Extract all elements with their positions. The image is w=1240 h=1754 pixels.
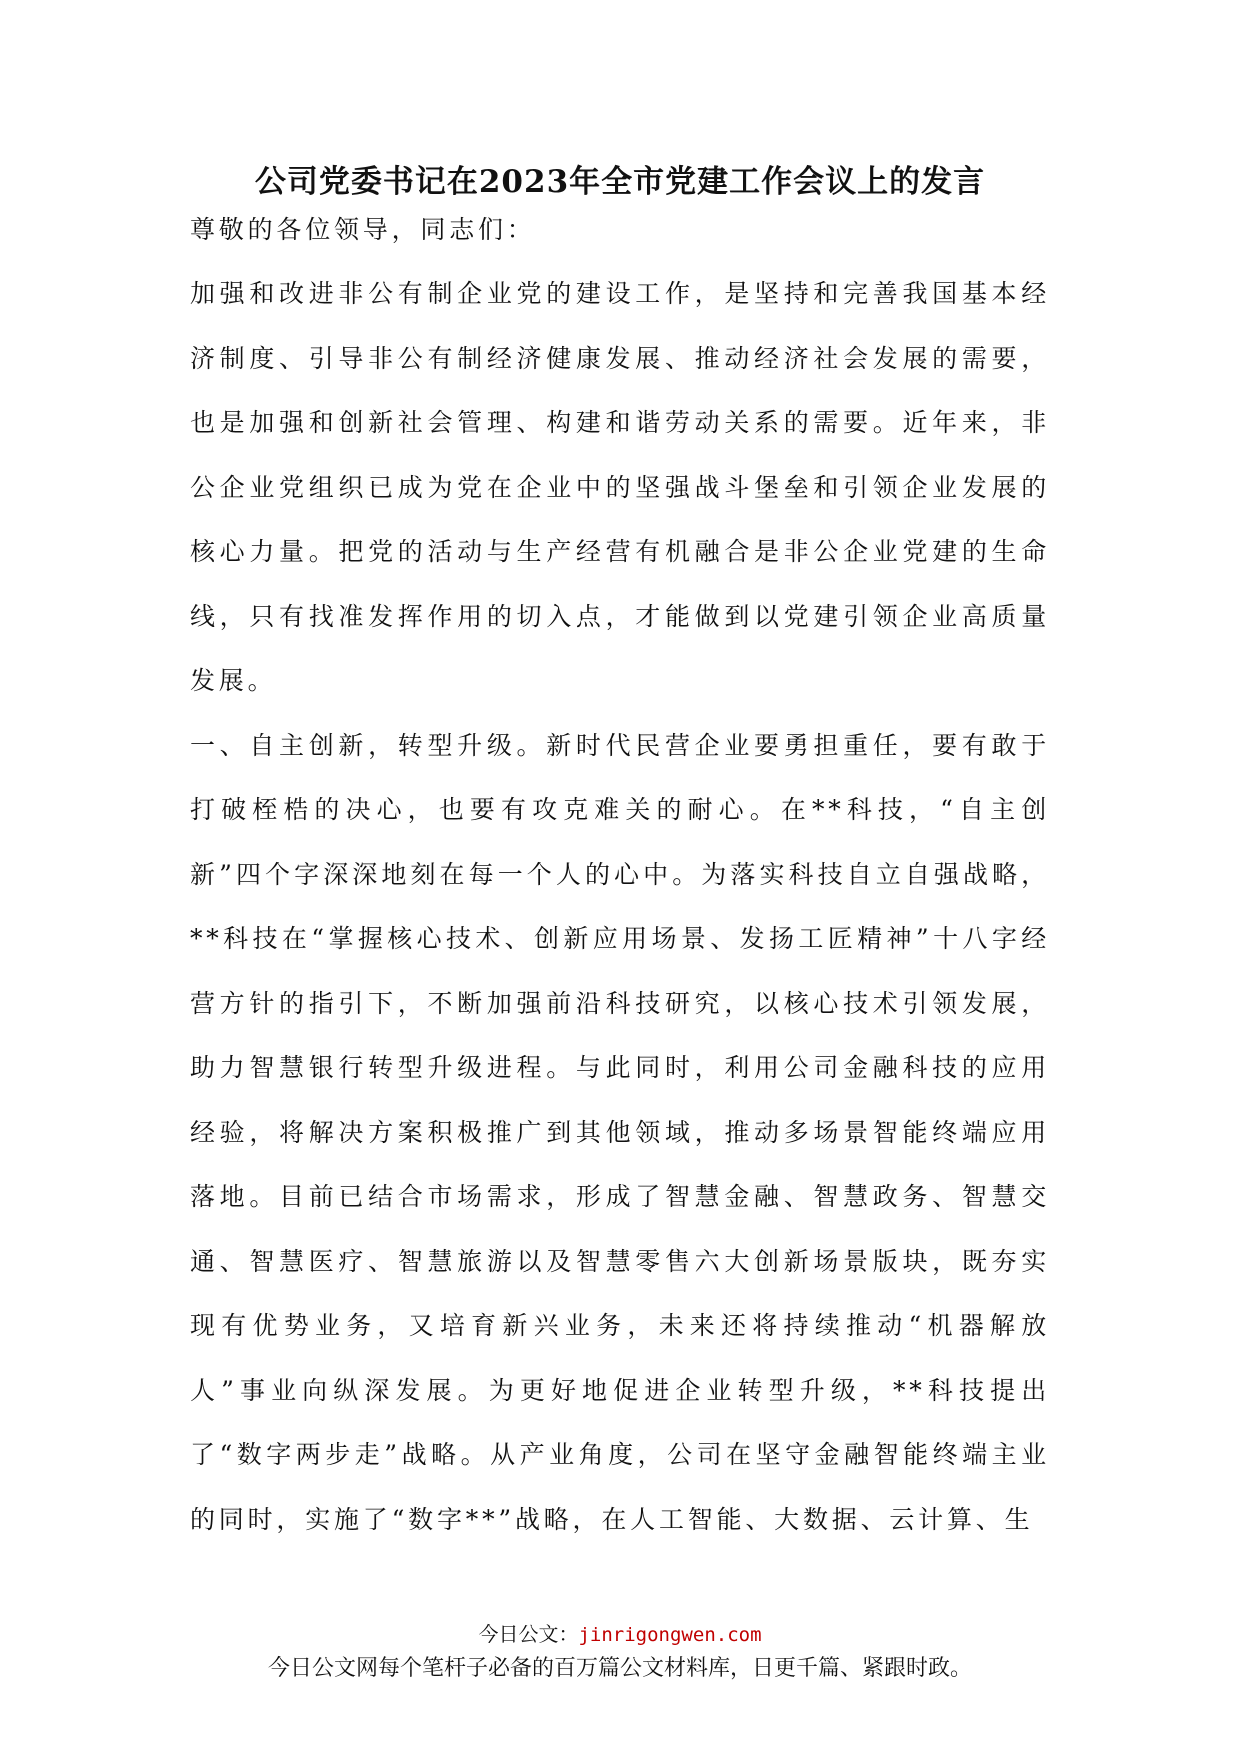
document-title: 公司党委书记在2023年全市党建工作会议上的发言	[254, 164, 986, 200]
paragraph-intro: 加强和改进非公有制企业党的建设工作，是坚持和完善我国基本经济制度、引导非公有制经济健康发展、推动经济社会发展的需要，也是加强和创新社会管理、构建和谐劳动关系的需要。近年来，非公企业党组织已成为党在企业中的坚强战斗堡垒和引领企业发展的核心力量。把党的活动与生产经营有机融合是非公企业党建的生命线，只有找准发挥作用的切入点，才能做到以党建引领企业高质量发展。	[190, 279, 1050, 695]
footer-site-label: 今日公文：	[478, 1622, 579, 1646]
footer-site-line	[0, 1620, 1240, 1649]
paragraph-section-one: 一、自主创新，转型升级。新时代民营企业要勇担重任，要有敢于打破桎梏的决心，也要有攻克难关的耐心。在**科技，“自主创新”四个字深深地刻在每一个人的心中。为落实科技自立自强战略，**科技在“掌握核心技术、创新应用场景、发扬工匠精神”十八字经营方针的指引下，不断加强前沿科技研究，以核心技术引领发展，助力智慧银行转型升级进程。与此同时，利用公司金融科技的应用经验，将解决方案积极推广到其他领域，推动多场景智能终端应用落地。目前已结合市场需求，形成了智慧金融、智慧政务、智慧交通、智慧医疗、智慧旅游以及智慧零售六大创新场景版块，既夯实现有优势业务，又培育新兴业务，未来还将持续推动“机器解放人”事业向纵深发展。为更好地促进企业转型升级，**科技提出了“数字两步走”战略。从产业角度，公司在坚守金融智能终端主业的同时，实施了“数字**”战略，在人工智能、大数据、云计算、生	[190, 730, 1050, 1534]
document-body	[190, 200, 1050, 1552]
salutation: 尊敬的各位领导，同志们：	[190, 215, 536, 244]
footer-slogan: 今日公文网每个笔杆子必备的百万篇公文材料库，日更千篇、紧跟时政。	[267, 1656, 972, 1681]
footer-site-link[interactable]: jinrigongwen.com	[578, 1624, 762, 1646]
